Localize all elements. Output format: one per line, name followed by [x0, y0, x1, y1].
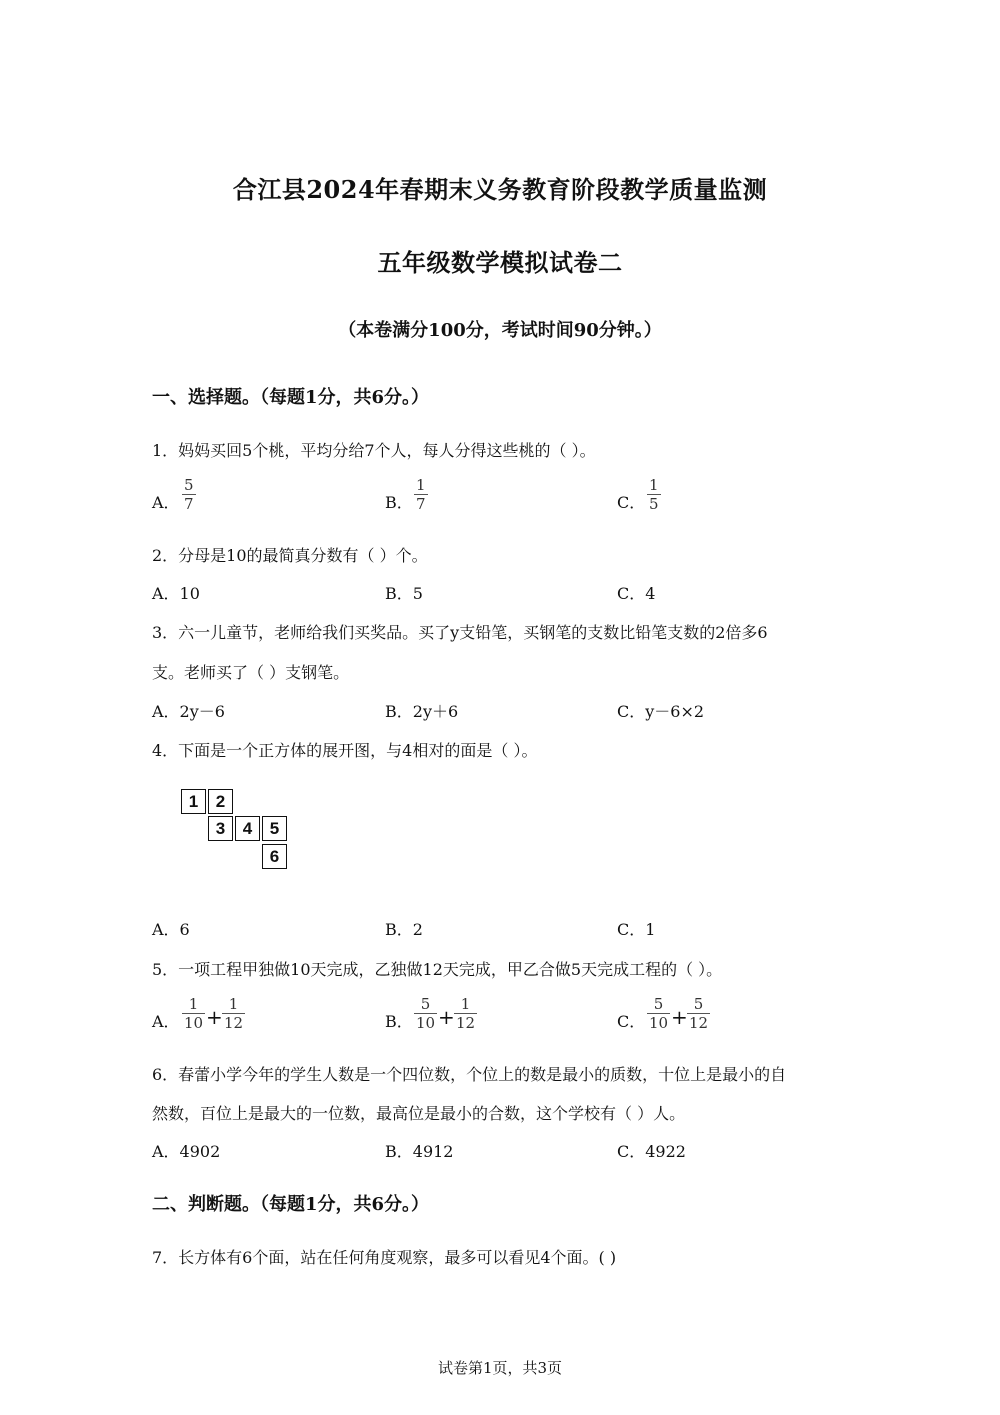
q1-option-a-label: A．: [152, 493, 180, 512]
fraction-denominator: 10: [416, 1014, 436, 1032]
fraction-numerator: 1: [454, 995, 477, 1014]
question-6-line2: 然数，百位上是最大的一位数，最高位是最小的合数，这个学校有（ ）人。: [152, 1104, 686, 1123]
q1-option-b-fraction: [414, 476, 428, 513]
q5-option-c-fraction-1: [647, 995, 670, 1032]
q5-option-b-fraction-2: [454, 995, 477, 1032]
fraction-denominator: 7: [416, 495, 426, 513]
q1-option-b-label: B．: [385, 493, 413, 512]
question-3-line1: 3．六一儿童节，老师给我们买奖品。买了y支铅笔，买钢笔的支数比铅笔支数的2倍多6: [152, 623, 768, 642]
fraction-denominator: 7: [184, 495, 194, 513]
q5-option-a-fraction-2: [222, 995, 245, 1032]
question-5-text: 5．一项工程甲独做10天完成，乙独做12天完成，甲乙合做5天完成工程的（ ）。: [152, 960, 723, 979]
fraction-denominator: 12: [456, 1014, 476, 1032]
q5-option-b-fraction-1: [414, 995, 437, 1032]
q1-option-c-fraction: [647, 476, 661, 513]
fraction-denominator: 12: [689, 1014, 709, 1032]
fraction-numerator: 1: [649, 476, 659, 494]
fraction-numerator: 5: [687, 995, 710, 1014]
fraction-numerator: 5: [184, 476, 194, 494]
plus-sign: +: [206, 1005, 223, 1029]
section-1-title: 一、选择题。（每题1分，共6分。）: [152, 387, 430, 408]
plus-sign: +: [438, 1005, 455, 1029]
q6-option-c: C．4922: [617, 1142, 686, 1161]
fraction-denominator: 12: [224, 1014, 244, 1032]
q4-option-c: C．1: [617, 920, 656, 939]
q1-option-a-fraction: [182, 476, 196, 513]
fraction-numerator: 5: [647, 995, 670, 1014]
q2-option-b: B．5: [385, 584, 423, 603]
exam-title-line1: 合江县2024年春期末义务教育阶段教学质量监测: [232, 175, 768, 204]
cube-net-face-2: 2: [208, 789, 233, 814]
section-2-title: 二、判断题。（每题1分，共6分。）: [152, 1194, 430, 1215]
fraction-denominator: 10: [184, 1014, 204, 1032]
q5-option-c-fraction-2: [687, 995, 710, 1032]
q3-option-b: B．2y＋6: [385, 702, 459, 721]
cube-net-face-3: 3: [208, 816, 233, 841]
q3-option-a: A．2y－6: [152, 702, 225, 721]
q2-option-a: A．10: [152, 584, 200, 603]
q5-option-b-label: B．: [385, 1012, 413, 1031]
question-4-text: 4．下面是一个正方体的展开图，与4相对的面是（ ）。: [152, 741, 538, 760]
question-3-line2: 支。老师买了（ ）支钢笔。: [152, 663, 350, 682]
question-7-text: 7．长方体有6个面，站在任何角度观察，最多可以看见4个面。( ): [152, 1248, 617, 1267]
cube-net-face-5: 5: [262, 816, 287, 841]
q5-option-c-label: C．: [617, 1012, 646, 1031]
q6-option-a: A．4902: [152, 1142, 221, 1161]
question-2-text: 2．分母是10的最简真分数有（ ）个。: [152, 546, 428, 565]
exam-note: （本卷满分100分，考试时间90分钟。）: [338, 320, 662, 341]
q2-option-c: C．4: [617, 584, 656, 603]
fraction-denominator: 5: [649, 495, 659, 513]
q6-option-b: B．4912: [385, 1142, 454, 1161]
q4-option-a: A．6: [152, 920, 190, 939]
q5-option-a-label: A．: [152, 1012, 180, 1031]
fraction-numerator: 1: [182, 995, 205, 1014]
q4-option-b: B．2: [385, 920, 423, 939]
plus-sign: +: [671, 1005, 688, 1029]
question-1-text: 1．妈妈买回5个桃，平均分给7个人，每人分得这些桃的（ ）。: [152, 441, 596, 460]
cube-net-face-1: 1: [181, 789, 206, 814]
q5-option-a-fraction-1: [182, 995, 205, 1032]
fraction-numerator: 5: [414, 995, 437, 1014]
fraction-denominator: 10: [649, 1014, 669, 1032]
fraction-numerator: 1: [416, 476, 426, 494]
cube-net-face-6: 6: [262, 844, 287, 869]
q1-option-c-label: C．: [617, 493, 646, 512]
fraction-numerator: 1: [222, 995, 245, 1014]
page-footer: 试卷第1页，共3页: [437, 1359, 563, 1377]
cube-net-face-4: 4: [235, 816, 260, 841]
q3-option-c: C．y－6×2: [617, 702, 705, 721]
question-6-line1: 6．春蕾小学今年的学生人数是一个四位数，个位上的数是最小的质数，十位上是最小的自: [152, 1065, 787, 1084]
exam-title-line2: 五年级数学模拟试卷二: [377, 248, 623, 277]
